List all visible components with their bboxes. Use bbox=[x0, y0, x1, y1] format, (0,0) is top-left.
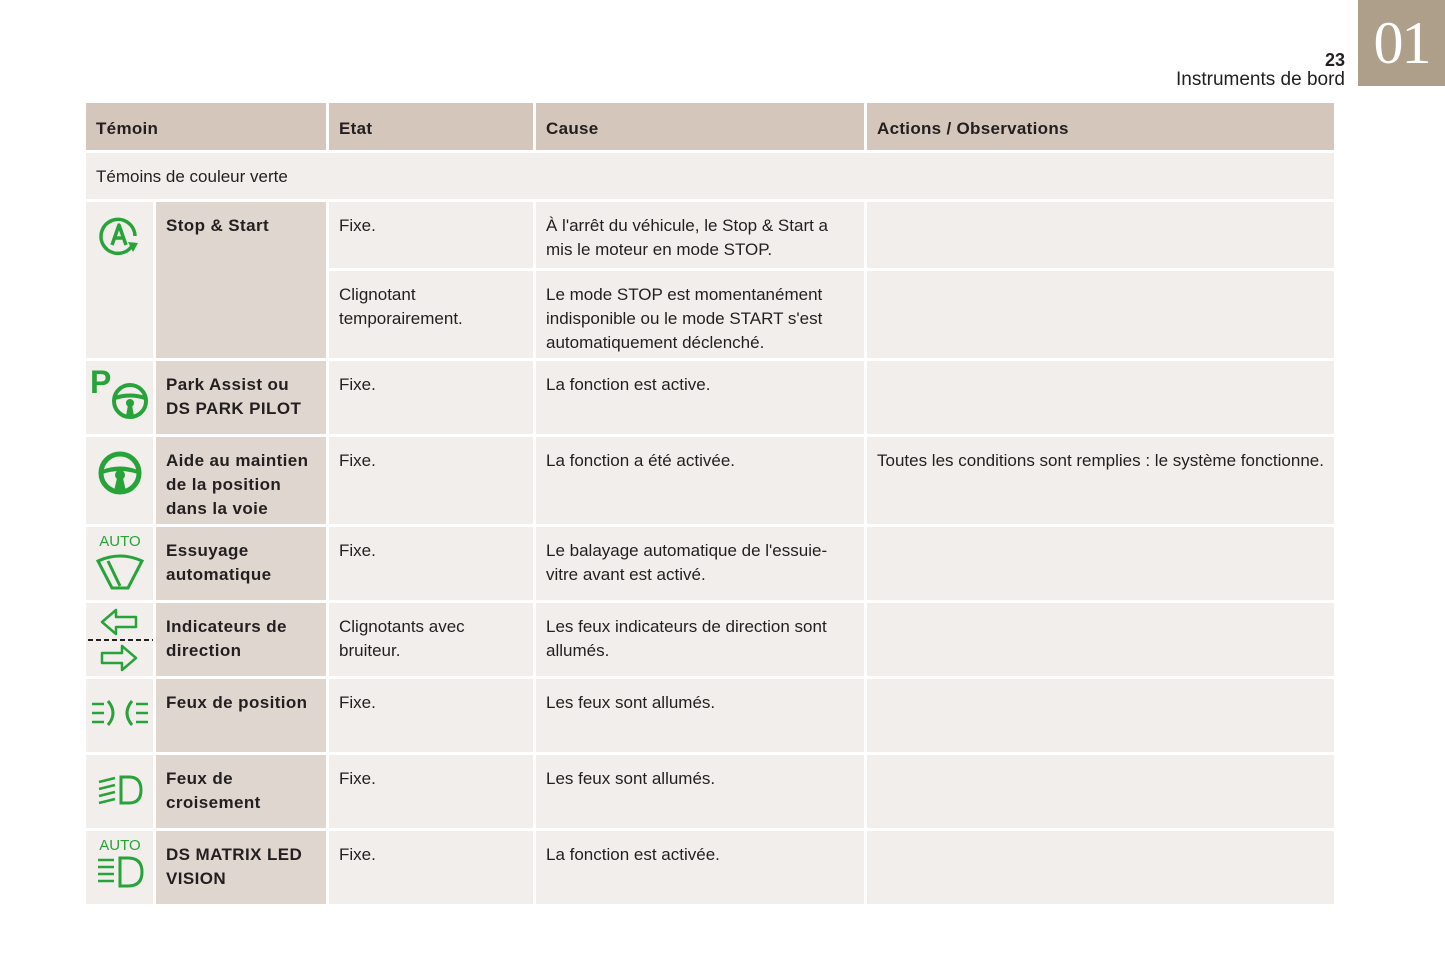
park-assist-letter: P bbox=[89, 365, 111, 400]
auto-wiper-icon bbox=[92, 531, 148, 593]
steering-wheel-icon bbox=[95, 451, 145, 495]
auto-label: AUTO bbox=[98, 837, 141, 854]
section-title: Instruments de bord bbox=[1176, 69, 1345, 90]
row-name: Feux de position bbox=[156, 679, 326, 752]
row-cause: La fonction a été activée. bbox=[536, 437, 864, 524]
table-row bbox=[86, 755, 153, 828]
row-state: Fixe. bbox=[329, 755, 533, 828]
column-header-etat: Etat bbox=[329, 103, 533, 150]
row-state: Fixe. bbox=[329, 831, 533, 904]
row-cause: Le mode STOP est momentanément indisponible ou le mode START s'est automatiquement déclenché. bbox=[536, 271, 864, 358]
direction-indicators-icon bbox=[86, 606, 153, 674]
row-cause: Les feux indicateurs de direction sont allumés. bbox=[536, 603, 864, 676]
row-actions bbox=[867, 679, 1334, 752]
row-actions bbox=[867, 202, 1334, 268]
row-state: Fixe. bbox=[329, 679, 533, 752]
table-row bbox=[86, 603, 153, 676]
table-row bbox=[86, 202, 153, 358]
column-header-actions: Actions / Observations bbox=[867, 103, 1334, 150]
table-row bbox=[86, 831, 153, 904]
row-name: Feux de croisement bbox=[156, 755, 326, 828]
row-name: Park Assist ou DS PARK PILOT bbox=[156, 361, 326, 434]
row-actions: Toutes les conditions sont remplies : le système fonctionne. bbox=[867, 437, 1334, 524]
stop-start-icon bbox=[98, 216, 142, 256]
row-cause: Les feux sont allumés. bbox=[536, 755, 864, 828]
position-lights-icon bbox=[90, 697, 150, 729]
table-row bbox=[86, 361, 153, 434]
row-state: Fixe. bbox=[329, 527, 533, 600]
row-cause: Le balayage automatique de l'essuie-vitre avant est activé. bbox=[536, 527, 864, 600]
row-name: Indicateurs de direction bbox=[156, 603, 326, 676]
row-cause: À l'arrêt du véhicule, le Stop & Start a mis le moteur en mode STOP. bbox=[536, 202, 864, 268]
row-actions bbox=[867, 603, 1334, 676]
table-row bbox=[86, 527, 153, 600]
park-assist-icon bbox=[88, 365, 152, 423]
table-row bbox=[86, 679, 153, 752]
warning-lights-table bbox=[86, 103, 1334, 904]
row-state: Clignotants avec bruiteur. bbox=[329, 603, 533, 676]
matrix-led-icon bbox=[92, 835, 148, 897]
dipped-beam-icon bbox=[95, 773, 145, 807]
section-heading: Témoins de couleur verte bbox=[86, 153, 1334, 199]
row-actions bbox=[867, 831, 1334, 904]
row-state: Clignotant temporairement. bbox=[329, 271, 533, 358]
row-actions bbox=[867, 271, 1334, 358]
auto-label: AUTO bbox=[98, 533, 141, 550]
table-row bbox=[86, 437, 153, 524]
column-header-temoin: Témoin bbox=[86, 103, 326, 150]
row-actions bbox=[867, 527, 1334, 600]
row-state: Fixe. bbox=[329, 202, 533, 268]
row-cause: Les feux sont allumés. bbox=[536, 679, 864, 752]
page-number: 23 bbox=[1324, 50, 1345, 70]
row-cause: La fonction est active. bbox=[536, 361, 864, 434]
row-state: Fixe. bbox=[329, 437, 533, 524]
row-name: Essuyage automatique bbox=[156, 527, 326, 600]
row-name: Stop & Start bbox=[156, 202, 326, 358]
row-name: Aide au maintien de la position dans la voie bbox=[156, 437, 326, 524]
row-actions bbox=[867, 361, 1334, 434]
row-name: DS MATRIX LED VISION bbox=[156, 831, 326, 904]
row-cause: La fonction est activée. bbox=[536, 831, 864, 904]
row-actions bbox=[867, 755, 1334, 828]
column-header-cause: Cause bbox=[536, 103, 864, 150]
row-state: Fixe. bbox=[329, 361, 533, 434]
chapter-tab: 01 bbox=[1358, 0, 1445, 86]
